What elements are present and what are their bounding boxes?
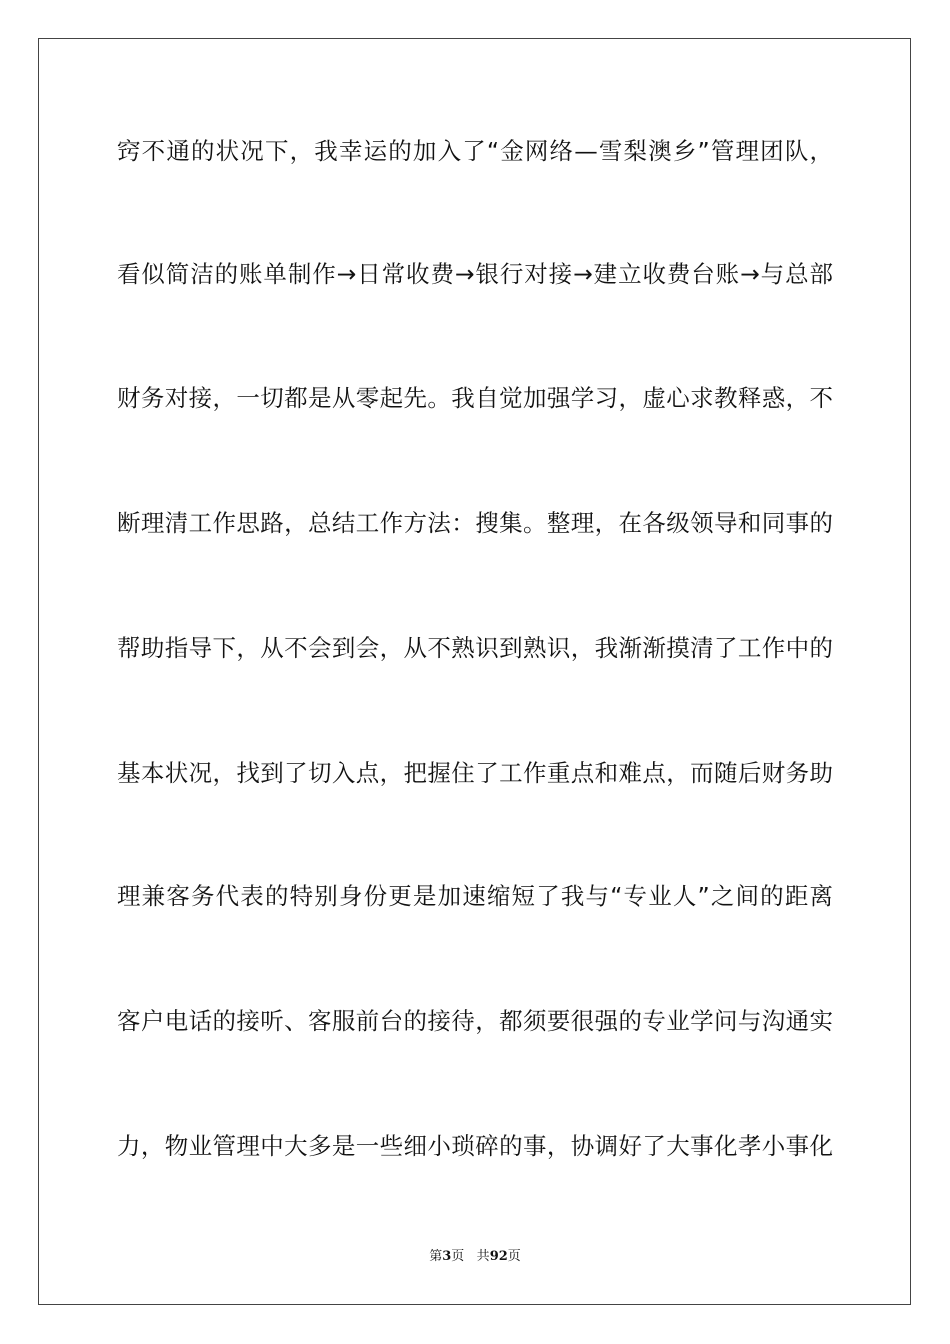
page-current: 3 [442, 1249, 452, 1264]
body-text-line: 理兼客务代表的特别身份更是加速缩短了我与“专业人”之间的距离 [117, 882, 833, 910]
body-text-line: 力，物业管理中大多是一些细小琐碎的事，协调好了大事化孝小事化 [117, 1132, 833, 1160]
page-footer [0, 1248, 950, 1266]
body-text-line: 客户电话的接听、客服前台的接待，都须要很强的专业学问与沟通实 [117, 1007, 833, 1035]
body-text-line: 基本状况，找到了切入点，把握住了工作重点和难点，而随后财务助 [117, 759, 833, 787]
page-prefix: 第 [429, 1249, 443, 1264]
page-total: 92 [489, 1249, 508, 1264]
body-text-line: 断理清工作思路，总结工作方法：搜集。整理，在各级领导和同事的 [117, 509, 833, 537]
body-text-line: 财务对接，一切都是从零起先。我自觉加强学习，虚心求教释惑，不 [117, 384, 833, 412]
body-text-line: 看似简洁的账单制作→日常收费→银行对接→建立收费台账→与总部 [117, 260, 833, 288]
total-prefix: 共 [476, 1249, 490, 1264]
page-suffix: 页 [451, 1249, 465, 1264]
page-border [38, 38, 911, 1305]
total-suffix: 页 [507, 1249, 521, 1264]
body-text-line: 窍不通的状况下，我幸运的加入了“金网络—雪梨澳乡”管理团队， [117, 137, 833, 165]
body-text-line: 帮助指导下，从不会到会，从不熟识到熟识，我渐渐摸清了工作中的 [117, 634, 833, 662]
